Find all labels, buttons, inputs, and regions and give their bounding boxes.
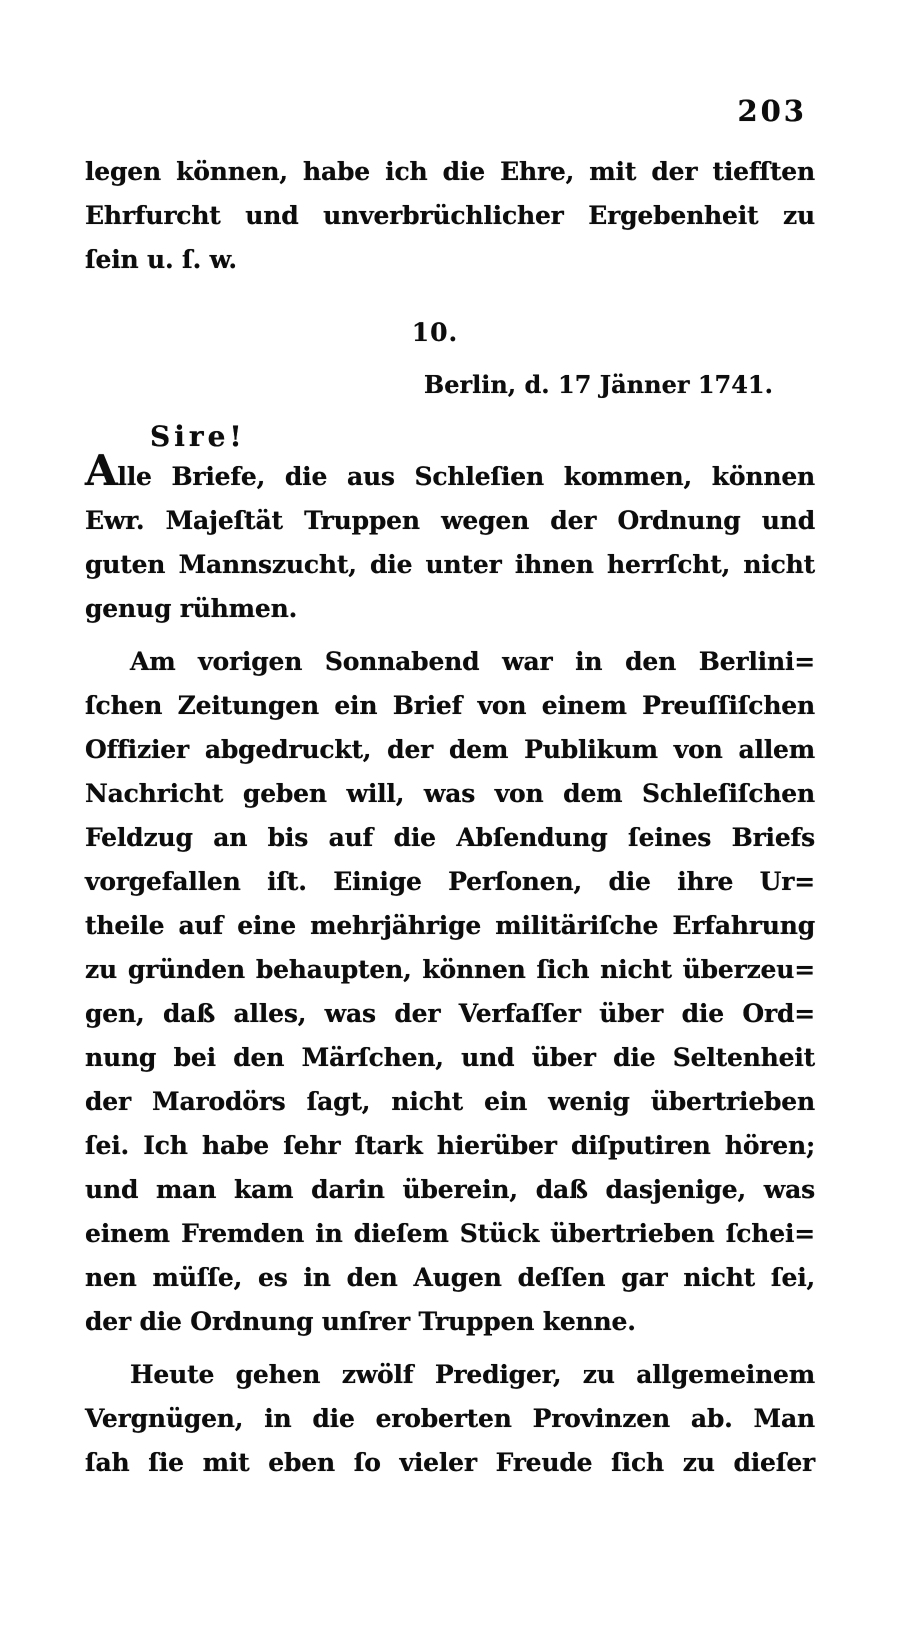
paragraph [85,640,815,1344]
text-line: nen müſſe, es in den Augen deſſen gar nicht ſei, [85,1263,815,1292]
paragraph [85,446,815,631]
letter-body [85,446,815,1485]
text-line: genug rühmen. [85,594,298,623]
text-line: gen, daß alles, was der Verfaſſer über die Ord= [85,999,815,1028]
text-line: der die Ordnung unſrer Truppen kenne. [85,1307,636,1336]
text-line: Offizier abgedruckt, der dem Publikum von allem [85,735,815,764]
text-line: Ehrfurcht und unverbrüchlicher Ergebenheit zu [85,201,815,230]
letter-salutation: Sire! [150,420,246,453]
letter-number-heading: 10. [411,318,459,347]
text-line: und man kam darin überein, daß dasjenige, was [85,1175,815,1204]
text-line: Feldzug an bis auf die Abſendung ſeines Briefs [85,823,815,852]
text-line: Ewr. Majeſtät Truppen wegen der Ordnung und [85,506,815,535]
page-number: 203 [737,94,807,128]
paragraph [85,1353,815,1485]
text-line: der Marodörs ſagt, nicht ein wenig übertrieben [85,1087,815,1116]
text-line: nung bei den Märſchen, und über die Seltenheit [85,1043,815,1072]
paragraph [85,150,815,282]
text-line: Vergnügen, in die eroberten Provinzen ab. Man [85,1404,815,1433]
text-line: guten Mannszucht, die unter ihnen herrſcht, nicht [85,550,815,579]
text-line: Nachricht geben will, was von dem Schleſiſchen [85,779,815,808]
text-line: ſchen Zeitungen ein Brief von einem Preuſſiſchen [85,691,815,720]
text-line: vorgefallen iſt. Einige Perſonen, die ihre Ur= [85,867,815,896]
text-line: einem Fremden in dieſem Stück übertrieben ſchei= [85,1219,815,1248]
text-line: ſei. Ich habe ſehr ſtark hierüber diſputiren hören; [85,1131,815,1160]
text-line: ſein u. ſ. w. [85,245,237,274]
text-line: Heute gehen zwölf Prediger, zu allgemeinem [130,1360,815,1389]
letter-dateline: Berlin, d. 17 Jänner 1741. [423,370,773,399]
text-line: legen können, habe ich die Ehre, mit der tiefſten [85,157,815,186]
text-line: Alle Briefe, die aus Schleſien kommen, können [85,446,815,495]
text-line: theile auf eine mehrjährige militäriſche Erfahrung [85,911,815,940]
text-line: ſah ſie mit eben ſo vieler Freude ſich zu dieſer [85,1448,815,1477]
opening-paragraph [85,150,815,282]
text-line: Am vorigen Sonnabend war in den Berlini= [130,647,815,676]
text-line: zu gründen behaupten, können ſich nicht überzeu= [85,955,815,984]
